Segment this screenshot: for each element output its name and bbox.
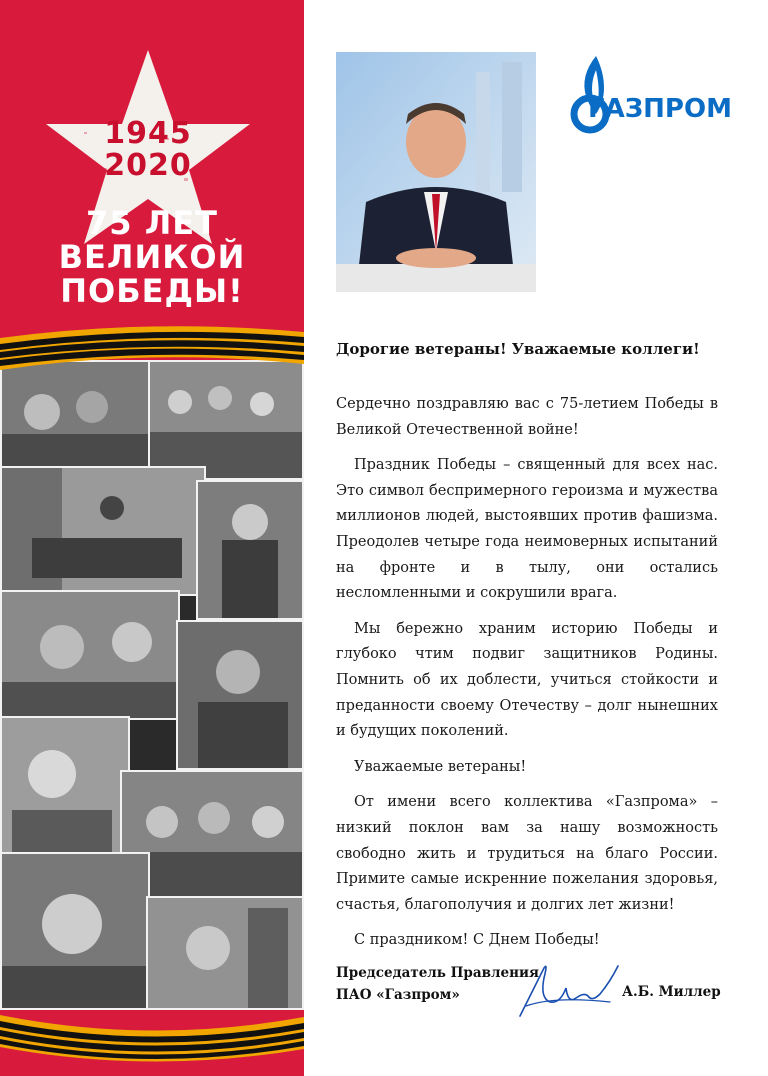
commemorative-banner <box>0 0 304 1076</box>
logo-wordmark: ГАЗПРОМ <box>588 94 732 124</box>
chairman-portrait <box>336 52 536 292</box>
archive-photo <box>0 466 206 596</box>
letter-paragraph: Сердечно поздравляю вас с 75-летием Победы в Великой Отечественной войне! <box>336 396 718 438</box>
letter-paragraph: Уважаемые ветераны! <box>354 758 527 775</box>
handwritten-signature <box>514 958 622 1024</box>
banner-title-line-1: 75 ЛЕТ <box>86 204 218 242</box>
archive-photo <box>0 716 130 856</box>
banner-title-line-2: ВЕЛИКОЙ <box>58 238 246 276</box>
archive-photo <box>196 480 304 620</box>
archive-photo <box>0 590 180 720</box>
signatory-name: А.Б. Миллер <box>622 984 721 1000</box>
archive-photo <box>146 896 304 1010</box>
signatory-position: Председатель Правления <box>336 965 539 981</box>
banner-title-line-3: ПОБЕДЫ! <box>60 272 244 310</box>
photo-collage <box>0 360 304 1010</box>
st-george-ribbon <box>0 1005 304 1065</box>
year-end: 2020 <box>104 148 192 183</box>
letter-body <box>336 392 718 954</box>
year-start: 1945 <box>104 116 192 151</box>
archive-photo <box>176 620 304 770</box>
st-george-ribbon <box>0 318 304 378</box>
letter-paragraph: Мы бережно храним историю Победы и глубоко чтим подвиг защитников Родины. Помнить об их доблести, учиться стойкости и преданности своему Отечеству – долг нынешних и будущих поколений. <box>336 620 718 740</box>
letter-paragraph: От имени всего коллектива «Газпрома» – низкий поклон вам за нашу возможность свободно жить и трудиться на благо России. Примите самые искренние пожелания здоровья, счастья, благополучия и долгих лет жизни! <box>336 794 718 913</box>
letter-paragraph: С праздником! С Днем Победы! <box>354 932 600 949</box>
letter-greeting: Дорогие ветераны! Уважаемые коллеги! <box>336 340 700 358</box>
banner-header <box>0 0 304 330</box>
signatory-company: ПАО «Газпром» <box>336 987 460 1003</box>
letter-paragraph: Праздник Победы – священный для всех нас. Это символ беспримерного героизма и мужества миллионов людей, выстоявших против фашизма. Преодолев четыре года неимоверных испытаний на фронте и в тылу, они остались несломленными и сокрушили врага. <box>336 457 718 602</box>
archive-photo <box>148 360 304 480</box>
archive-photo <box>0 852 150 1010</box>
gazprom-logo <box>558 52 732 136</box>
